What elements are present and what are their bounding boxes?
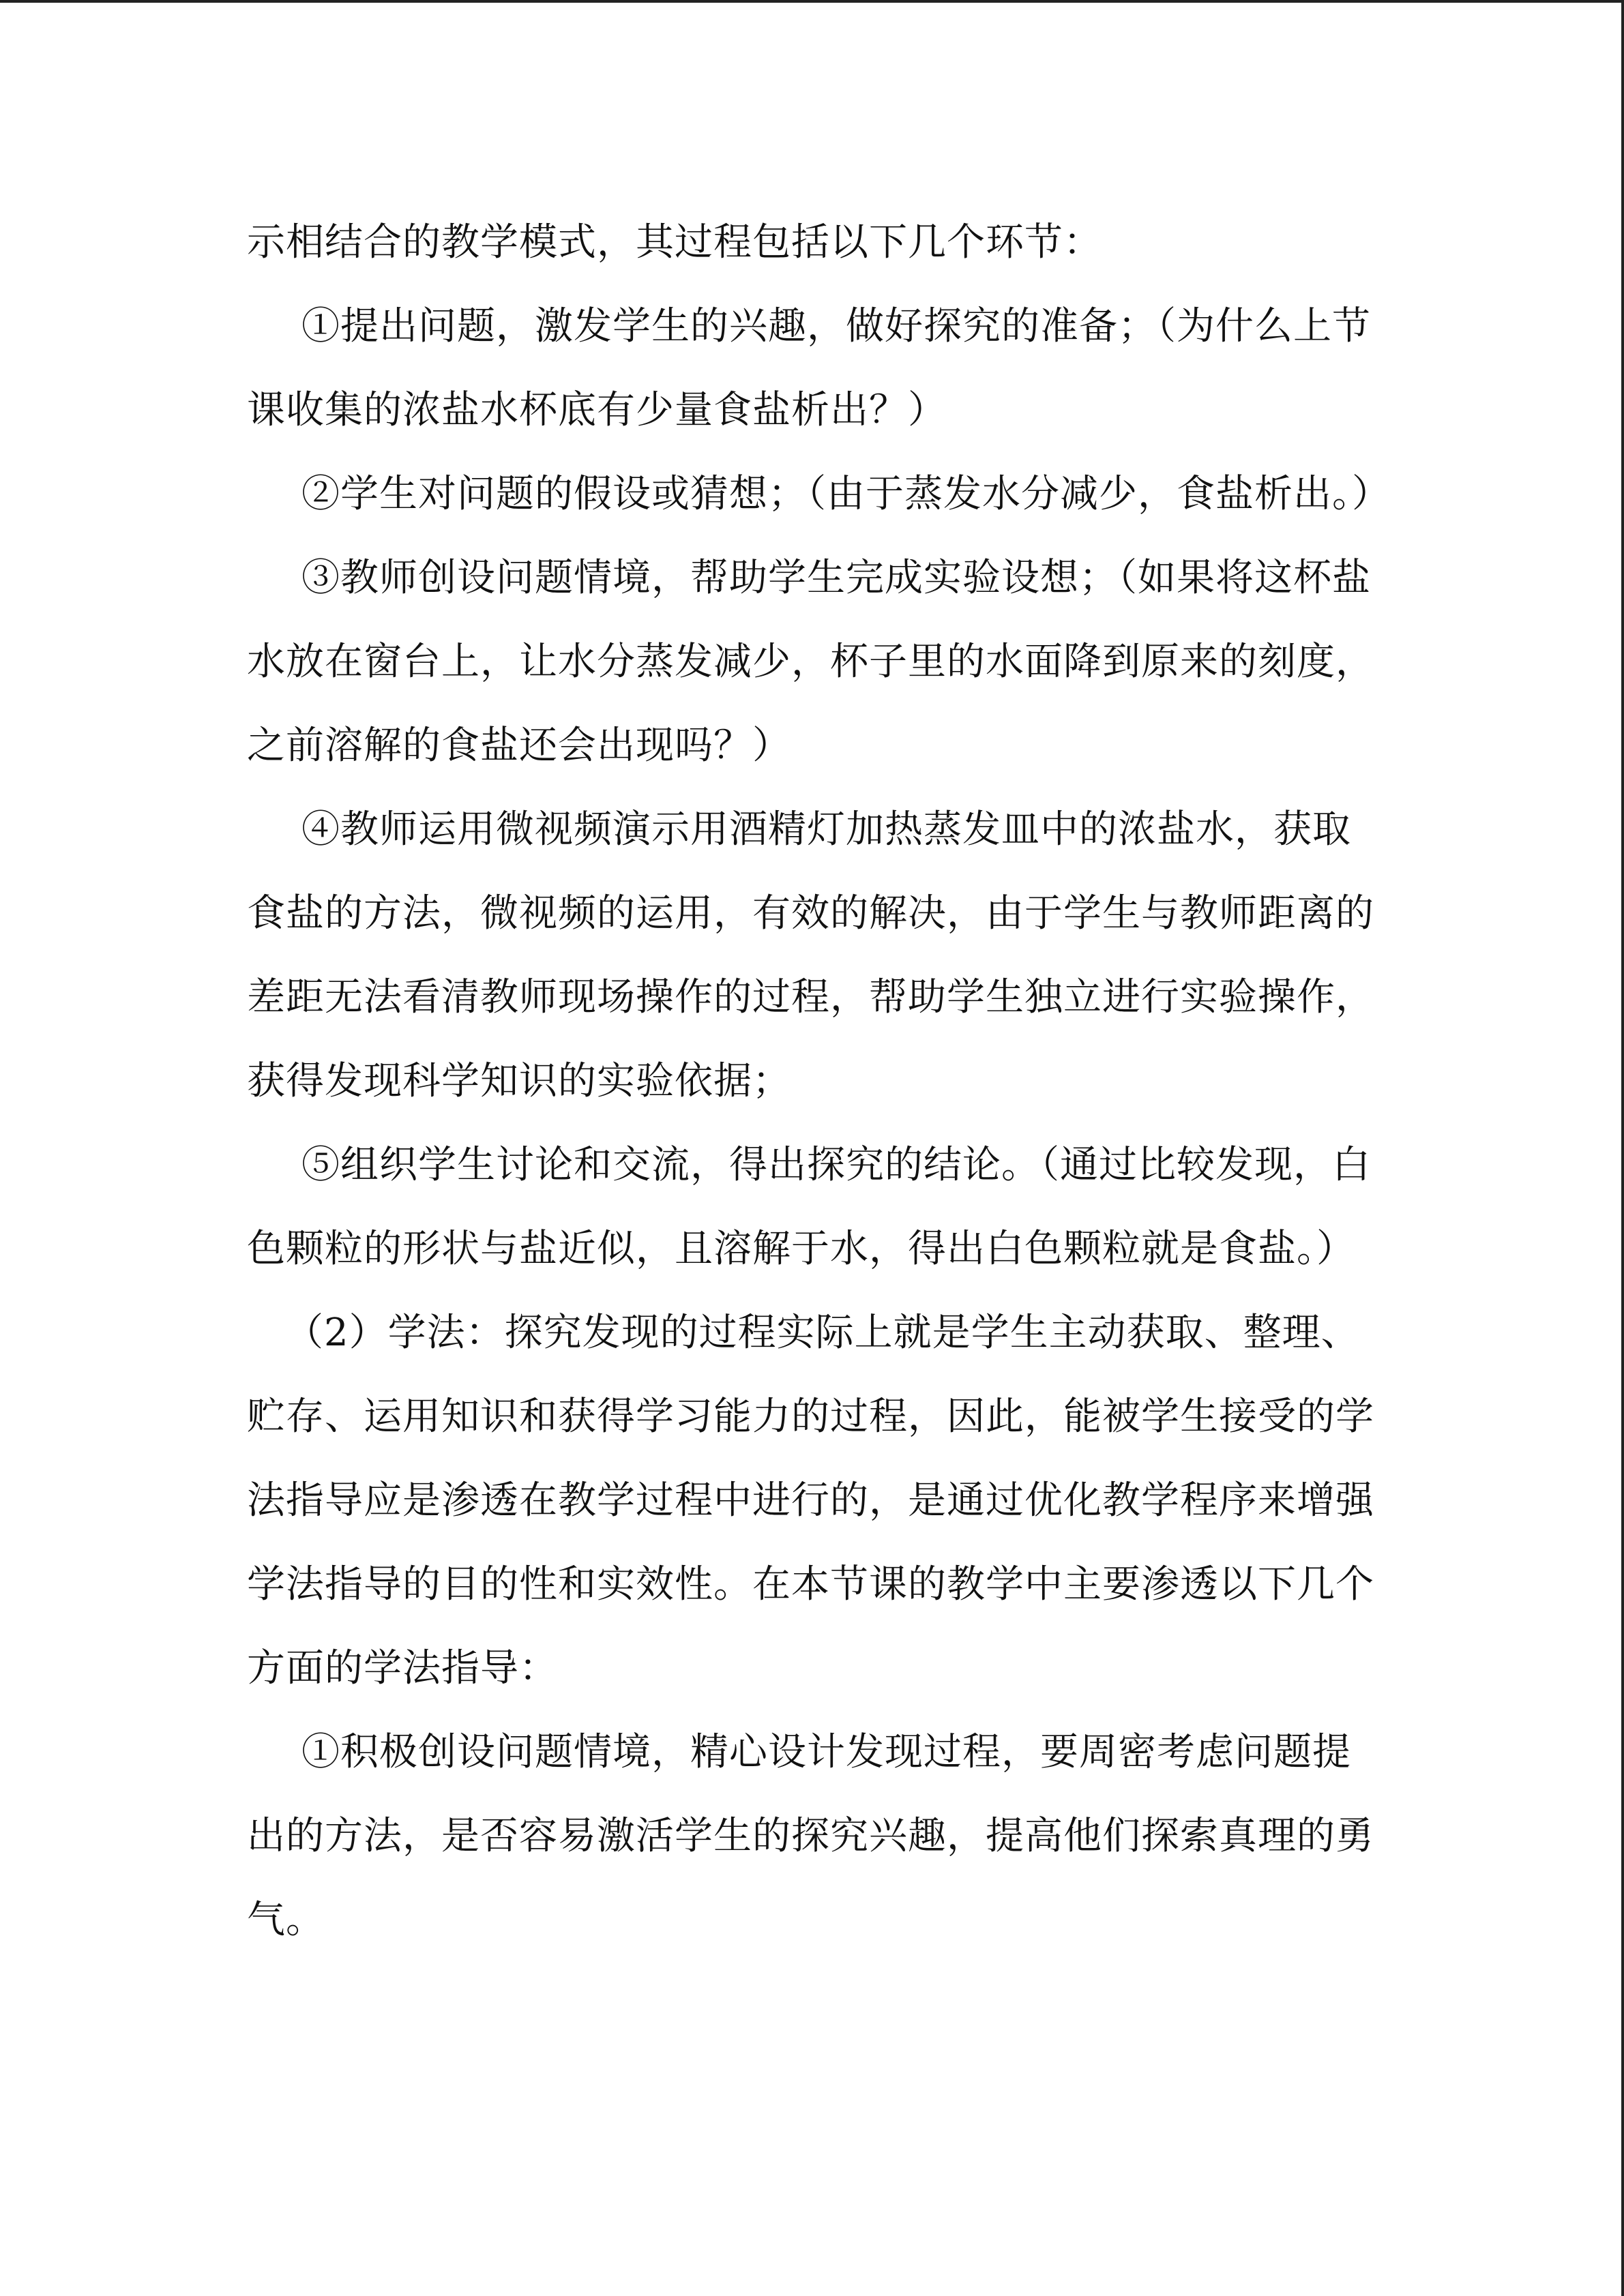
body-text [247, 200, 1391, 1962]
paragraph: ④教师运用微视频演示用酒精灯加热蒸发皿中的浓盐水，获取食盐的方法，微视频的运用，有效的解决，由于学生与教师距离的差距无法看清教师现场操作的过程，帮助学生独立进行实验操作，获得发现科学知识的实验依据； [247, 807, 1374, 1103]
paragraph: 示相结合的教学模式，其过程包括以下几个环节： [247, 220, 1102, 265]
paragraph: ②学生对问题的假设或猜想；（由于蒸发水分减少，食盐析出。） [301, 472, 1391, 516]
paragraph: ①积极创设问题情境，精心设计发现过程，要周密考虑问题提出的方法，是否容易激活学生的探究兴趣，提高他们探索真理的勇气。 [247, 1730, 1374, 1942]
paragraph: ①提出问题，激发学生的兴趣，做好探究的准备；（为什么上节课收集的浓盐水杯底有少量食盐析出？） [247, 304, 1371, 432]
paragraph: ③教师创设问题情境，帮助学生完成实验设想；（如果将这杯盐水放在窗台上，让水分蒸发减少，杯子里的水面降到原来的刻度，之前溶解的食盐还会出现吗？） [247, 556, 1374, 768]
paragraph: （2）学法：探究发现的过程实际上就是学生主动获取、整理、贮存、运用知识和获得学习能力的过程，因此，能被学生接受的学法指导应是渗透在教学过程中进行的，是通过优化教学程序来增强学法指导的目的性和实效性。在本节课的教学中主要渗透以下几个方面的学法指导： [247, 1311, 1374, 1690]
paragraph: ⑤组织学生讨论和交流，得出探究的结论。（通过比较发现，白色颗粒的形状与盐近似，且溶解于水，得出白色颗粒就是食盐。） [247, 1143, 1371, 1271]
